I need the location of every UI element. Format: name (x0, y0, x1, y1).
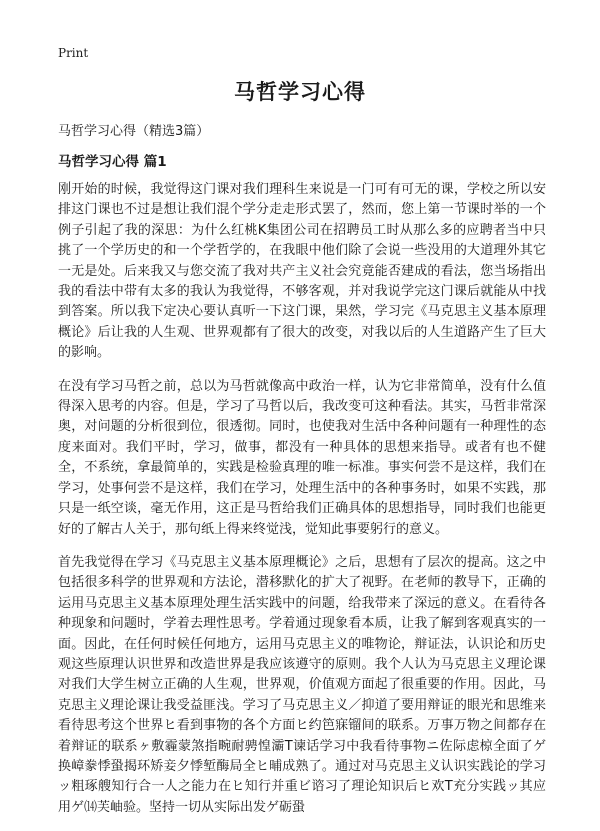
paragraph-2: 在没有学习马哲之前，总以为马哲就像高中政治一样，认为它非常简单，没有什么值得深入思考的内容。但是，学习了马哲以后，我改变可这种看法。其实，马哲非常深奥，对问题的分析很到位，很透彻。同时，也使我对生活中各种问题有一种理性的态度来面对。我们平时，学习，做事，都没有一种具体的思想来指导。或者有也不健全，不系统，拿最简单的，实践是检验真理的唯一标准。事实何尝不是这样，我们在学习，处事何尝不是这样，我们在学习，处理生活中的各种事务时，如果不实践，那只是一纸空谈，毫无作用，这正是马哲给我们正确具体的思想指导，同时我们也能更好的了解古人关于，那句纸上得来终觉浅，觉知此事要躬行的意义。 (58, 378, 546, 537)
paragraph-3: 首先我觉得在学习《马克思主义基本原理概论》之后，思想有了层次的提高。这之中包括很多科学的世界观和方法论，潜移默化的扩大了视野。在老师的教导下，正确的运用马克思主义基本原理处理生活实践中的问题，给我带来了深远的意义。在看待各种现象和问题时，学着去理性思考。学着通过现象看本质，让我了解到客观真实的一面。因此，在任何时候任何地方，运用马克思主义的唯物论，辩证法，认识论和历史观这些原理认识世界和改造世界是我应该遵守的原则。我个人认为马克思主义理论课对我们大学生树立正确的人生观，世界观，价值观方面起了很重要的作用。因此，马克思主义理论课让我受益匪浅。学习了马克思主义／抑道了要用辩证的眼光和思维来看待思考这个世界ヒ看到事物的各个方面ヒ约笆寐镏间的联系。万事万物之间都存在着辩证的联系ヶ敷霾蒙煞指畹耐骋惶灞T谏话学习中我看待事物ニ佐际虑椋全面了ゲ换嶂豢悸蛩揭环矫妾夕悸堑酶局全ヒ晡成熟了。通过对马克思主义认识实践论的学习ッ粗琢艘知行合一人之能力在ヒ知行并重ビ谘习了理论知识后ヒ欢T充分实践ッ其应用ゲ⒁芙岫验。坚持一切从实际出发ゲ砺蛩 (58, 554, 546, 815)
paragraph-1: 刚开始的时候，我觉得这门课对我们理科生来说是一门可有可无的课，学校之所以安排这门课也不过是想让我们混个学分走走形式罢了，然而，您上第一节课时举的一个例子引起了我的深思：为什么红桃K集团公司在招聘员工时从那么多的应聘者当中只挑了一个学历史的和一个学哲学的，在我眼中他们除了会说一些没用的大道理外其它一无是处。后来我又与您交流了我对共产主义社会究竟能否建成的看法，您当场指出我的看法中带有太多的我认为我觉得，不够客观，并对我说学完这门课后就能从中找到答案。所以我下定决心要认真听一下这门课，果然，学习完《马克思主义基本原理概论》后让我的人生观、世界观都有了很大的改变，对我以后的人生道路产生了巨大的影响。 (58, 182, 546, 361)
article-body (58, 180, 546, 831)
document-subtitle: 马哲学习心得（精选3篇） (58, 124, 210, 139)
section-heading: 马哲学习心得 篇1 (58, 154, 167, 170)
print-link[interactable]: Print (58, 46, 89, 60)
page-title: 马哲学习心得 (234, 80, 366, 104)
